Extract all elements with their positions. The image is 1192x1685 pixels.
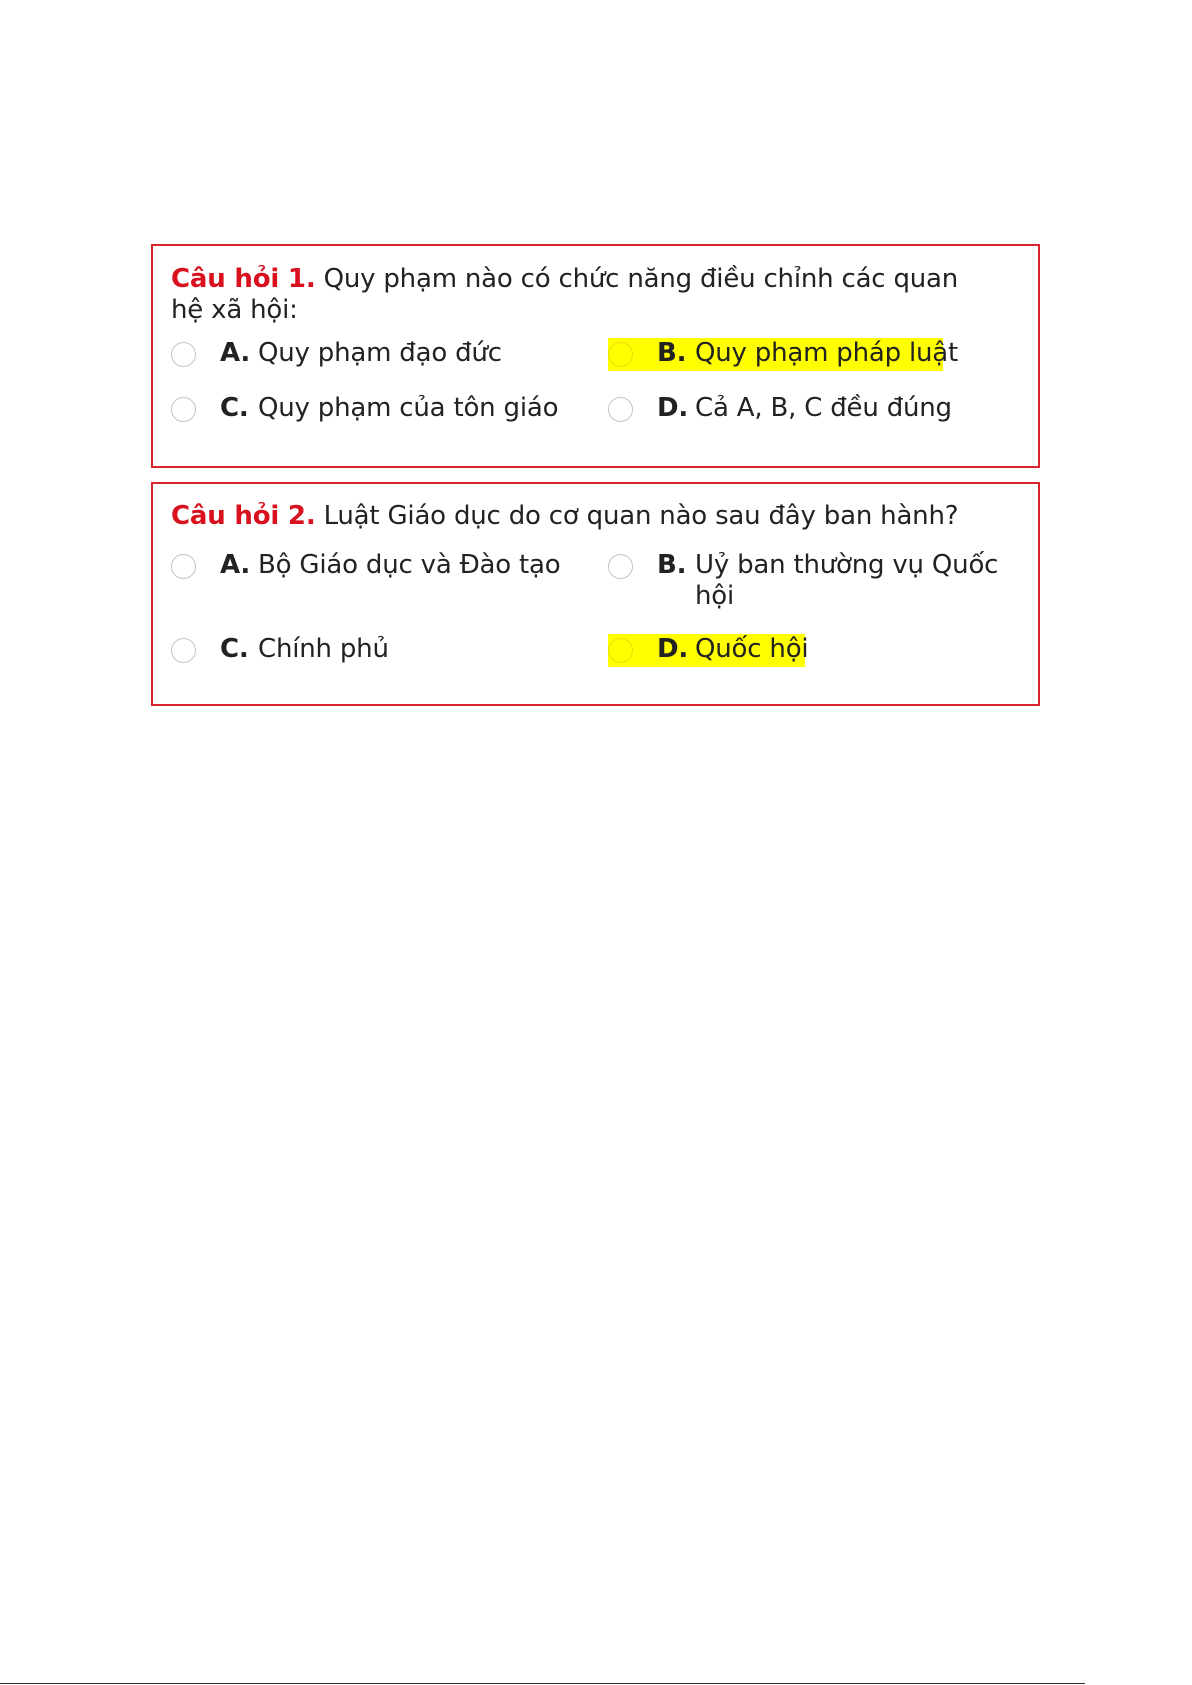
question-2-text [171, 501, 991, 532]
question-1-option-a[interactable] [171, 338, 571, 372]
radio-button-icon[interactable] [608, 397, 633, 422]
option-letter: C. [220, 393, 249, 423]
option-text: Quy phạm của tôn giáo [258, 393, 559, 423]
question-1-label: Câu hỏi 1. [171, 264, 316, 294]
question-1-text [171, 264, 991, 326]
option-text: Cả A, B, C đều đúng [695, 393, 952, 423]
option-text: Bộ Giáo dục và Đào tạo [258, 550, 561, 580]
option-text-line-2: hội [695, 581, 735, 611]
radio-button-icon[interactable] [171, 397, 196, 422]
option-letter: D. [657, 634, 689, 664]
question-1-option-c[interactable] [171, 393, 571, 427]
question-2-label: Câu hỏi 2. [171, 501, 316, 531]
question-2-body: Luật Giáo dục do cơ quan nào sau đây ban hành? [323, 501, 959, 531]
page-footer-rule [0, 1683, 1085, 1684]
question-2-option-d[interactable] [608, 634, 809, 667]
question-1-option-d[interactable] [608, 393, 988, 427]
question-card-1 [151, 244, 1040, 468]
option-text: Quốc hội [695, 634, 809, 664]
question-2-option-c[interactable] [171, 634, 571, 668]
radio-button-icon[interactable] [171, 554, 196, 579]
option-letter: C. [220, 634, 249, 664]
option-text-line-1: Uỷ ban thường vụ Quốc [695, 550, 999, 580]
radio-button-icon[interactable] [608, 554, 633, 579]
option-letter: A. [220, 338, 251, 368]
option-letter: B. [657, 338, 687, 368]
radio-button-icon[interactable] [608, 638, 633, 663]
option-text: Chính phủ [258, 634, 389, 664]
question-2-option-b[interactable] [608, 550, 1008, 614]
question-2-option-a[interactable] [171, 550, 571, 584]
question-1-body: Quy phạm nào có chức năng điều chỉnh các quan hệ xã hội: [171, 264, 959, 325]
option-text: Quy phạm đạo đức [258, 338, 502, 368]
radio-button-icon[interactable] [171, 638, 196, 663]
question-card-2 [151, 482, 1040, 706]
option-text: Quy phạm pháp luật [695, 338, 959, 368]
option-letter: A. [220, 550, 251, 580]
option-letter: D. [657, 393, 689, 423]
question-1-option-b[interactable] [608, 338, 959, 371]
option-letter: B. [657, 550, 687, 580]
radio-button-icon[interactable] [171, 342, 196, 367]
radio-button-icon[interactable] [608, 342, 633, 367]
